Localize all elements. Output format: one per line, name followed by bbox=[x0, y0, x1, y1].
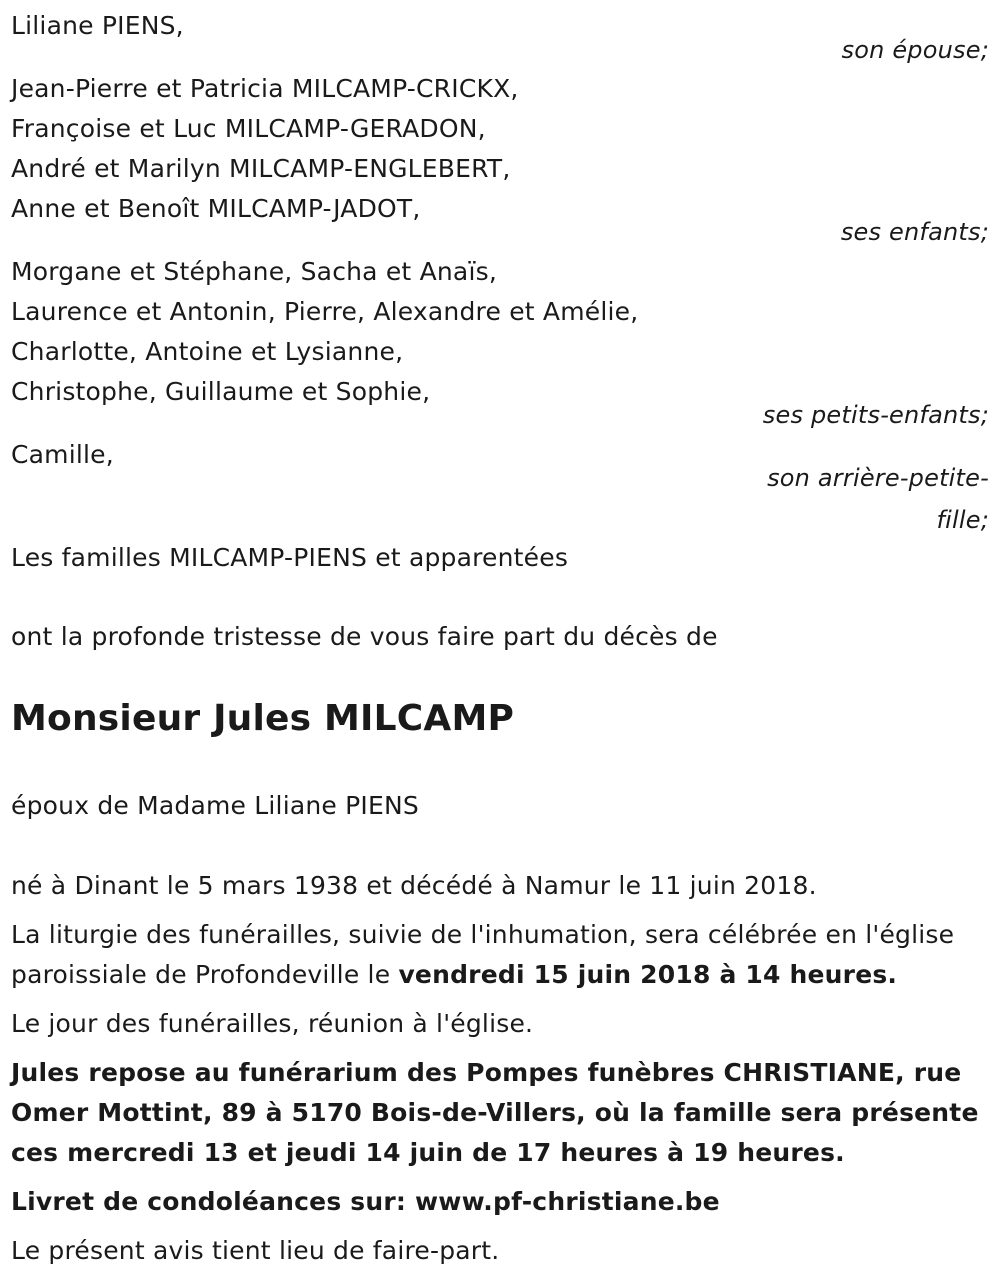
funerarium-line-1: Jules repose au funérarium des Pompes funèbres CHRISTIANE, rue bbox=[11, 1058, 962, 1087]
children-role: ses enfants; bbox=[840, 218, 989, 246]
grandchild-line-1: Morgane et Stéphane, Sacha et Anaïs, bbox=[11, 257, 497, 286]
child-line-4: Anne et Benoît MILCAMP-JADOT, bbox=[11, 194, 421, 223]
notice-line: Le présent avis tient lieu de faire-part. bbox=[11, 1236, 500, 1265]
child-line-1: Jean-Pierre et Patricia MILCAMP-CRICKX, bbox=[11, 74, 519, 103]
funerarium-line-2: Omer Mottint, 89 à 5170 Bois-de-Villers, où la famille sera présente bbox=[11, 1098, 979, 1127]
child-line-3: André et Marilyn MILCAMP-ENGLEBERT, bbox=[11, 154, 511, 183]
liturgy-line-2 bbox=[11, 955, 897, 995]
liturgy-place: paroissiale de Profondeville le bbox=[11, 960, 399, 989]
announcement-line: ont la profonde tristesse de vous faire part du décès de bbox=[11, 622, 718, 651]
families-line: Les familles MILCAMP-PIENS et apparentées bbox=[11, 543, 569, 572]
grandchild-line-2: Laurence et Antonin, Pierre, Alexandre et Amélie, bbox=[11, 297, 639, 326]
reunion-line: Le jour des funérailles, réunion à l'église. bbox=[11, 1009, 534, 1038]
grandchildren-role: ses petits-enfants; bbox=[762, 401, 989, 429]
great-grandchild-name: Camille, bbox=[11, 440, 114, 469]
liturgy-line-1: La liturgie des funérailles, suivie de l'inhumation, sera célébrée en l'église bbox=[11, 920, 955, 949]
deceased-name: Monsieur Jules MILCAMP bbox=[11, 698, 515, 739]
liturgy-date: vendredi 15 juin 2018 à 14 heures. bbox=[398, 960, 898, 989]
grandchild-line-3: Charlotte, Antoine et Lysianne, bbox=[11, 337, 404, 366]
birth-death-line: né à Dinant le 5 mars 1938 et décédé à Namur le 11 juin 2018. bbox=[11, 871, 817, 900]
condolences-line: Livret de condoléances sur: www.pf-christiane.be bbox=[11, 1187, 720, 1216]
child-line-2: Françoise et Luc MILCAMP-GERADON, bbox=[11, 114, 486, 143]
spouse-name: Liliane PIENS, bbox=[11, 11, 184, 40]
spouse-role: son épouse; bbox=[841, 36, 989, 64]
spouse-of-line: époux de Madame Liliane PIENS bbox=[11, 791, 419, 820]
funerarium-line-3: ces mercredi 13 et jeudi 14 juin de 17 heures à 19 heures. bbox=[11, 1138, 845, 1167]
great-grandchild-role-2: fille; bbox=[936, 506, 989, 534]
great-grandchild-role-1: son arrière-petite- bbox=[767, 464, 989, 492]
grandchild-line-4: Christophe, Guillaume et Sophie, bbox=[11, 377, 431, 406]
